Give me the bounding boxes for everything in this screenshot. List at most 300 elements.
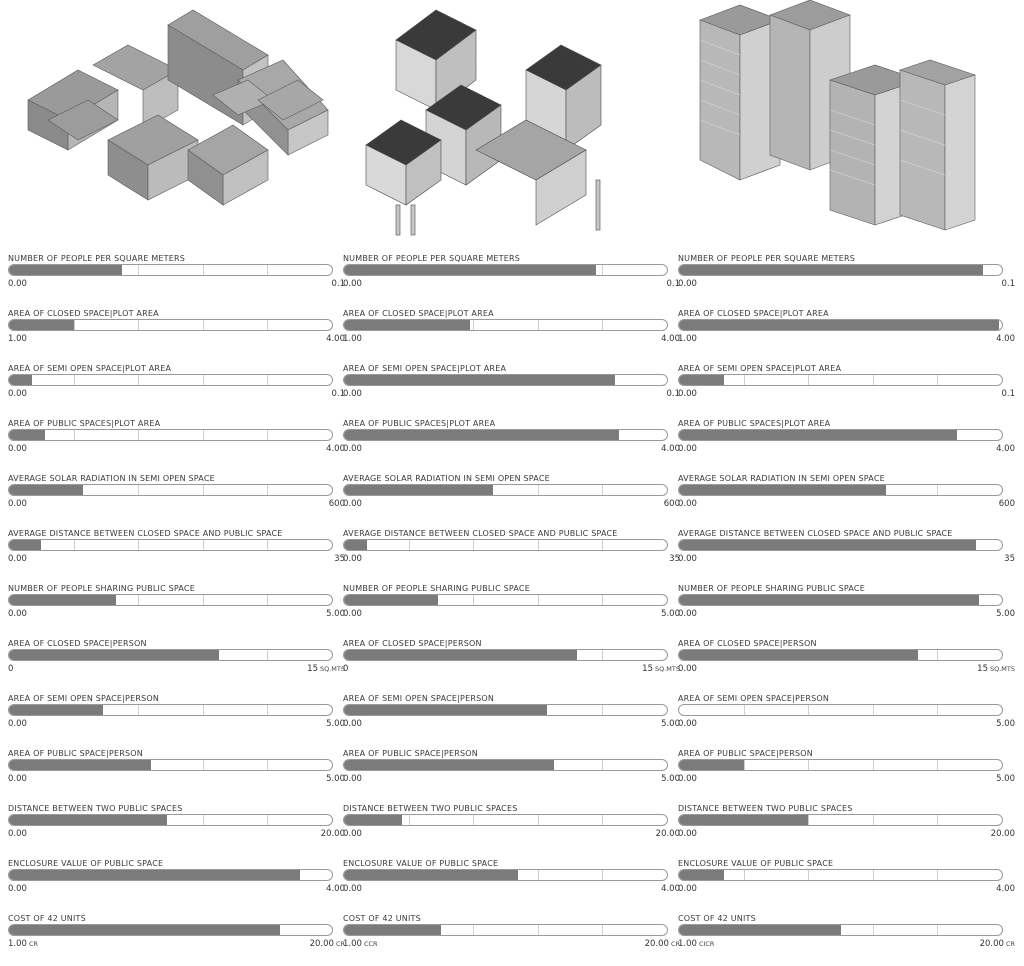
slider-tick [203, 430, 204, 440]
metric-max [307, 664, 345, 674]
metric-min [678, 554, 697, 564]
metric-max-value: 0.1 [666, 389, 680, 399]
metric-min [8, 499, 27, 509]
metric-max [999, 499, 1015, 509]
slider-fill [344, 485, 493, 495]
metric-row [8, 858, 345, 908]
slider-tick [744, 705, 745, 715]
metric-row [8, 253, 345, 303]
metric-max-value: 15 [307, 664, 318, 674]
metric-min [343, 884, 362, 894]
metric-min-value: 0.00 [678, 499, 697, 509]
slider-tick [267, 265, 268, 275]
metric-slider[interactable] [8, 704, 333, 716]
metric-min-value: 0.00 [8, 609, 27, 619]
metric-row [343, 473, 680, 523]
slider-tick [473, 595, 474, 605]
metric-min [678, 609, 697, 619]
metric-min-value: 0.00 [8, 389, 27, 399]
metric-slider[interactable] [8, 319, 333, 331]
metric-label: AREA OF SEMI OPEN SPACE|PERSON [8, 694, 160, 703]
option-1-massing-illustration [18, 0, 340, 245]
metric-slider[interactable] [678, 924, 1003, 936]
metric-min [678, 389, 697, 399]
metric-max-value: 4.00 [661, 444, 680, 454]
slider-fill [9, 375, 32, 385]
slider-tick [473, 925, 474, 935]
metric-row [343, 308, 680, 358]
slider-tick [138, 540, 139, 550]
metric-max [996, 774, 1015, 784]
metric-min [343, 389, 362, 399]
metric-row [8, 418, 345, 468]
metric-max-value: 15 [977, 664, 988, 674]
metric-row [678, 473, 1015, 523]
metric-row [343, 363, 680, 413]
slider-tick [74, 540, 75, 550]
metric-min-value: 0.00 [343, 609, 362, 619]
slider-fill [9, 925, 280, 935]
metric-slider[interactable] [8, 539, 333, 551]
metric-slider[interactable] [678, 374, 1003, 386]
metric-label: COST OF 42 UNITS [678, 914, 756, 923]
slider-fill [344, 760, 554, 770]
metric-slider[interactable] [343, 704, 668, 716]
metric-min-value: 0.00 [8, 444, 27, 454]
metric-max [977, 664, 1015, 674]
slider-tick [138, 485, 139, 495]
metric-slider[interactable] [8, 374, 333, 386]
metric-row [343, 528, 680, 578]
slider-tick [203, 760, 204, 770]
metric-min [343, 609, 362, 619]
slider-tick [473, 540, 474, 550]
slider-fill [679, 595, 979, 605]
slider-tick [873, 375, 874, 385]
metric-label: NUMBER OF PEOPLE SHARING PUBLIC SPACE [678, 584, 865, 593]
slider-fill [344, 815, 402, 825]
metric-min-value: 0.00 [8, 719, 27, 729]
slider-tick [538, 595, 539, 605]
metric-slider[interactable] [678, 759, 1003, 771]
metric-label: AREA OF SEMI OPEN SPACE|PLOT AREA [8, 364, 172, 373]
metric-row [678, 638, 1015, 688]
metric-min [678, 884, 697, 894]
metric-slider[interactable] [343, 594, 668, 606]
slider-fill [9, 815, 167, 825]
metric-row [678, 418, 1015, 468]
slider-tick [873, 925, 874, 935]
slider-fill [344, 430, 619, 440]
metric-label: NUMBER OF PEOPLE PER SQUARE METERS [343, 254, 521, 263]
metric-slider[interactable] [8, 759, 333, 771]
metric-max [321, 829, 345, 839]
slider-fill [679, 485, 886, 495]
metric-slider[interactable] [343, 924, 668, 936]
slider-tick [808, 705, 809, 715]
metric-max-unit: CR [335, 940, 345, 948]
metric-row [678, 583, 1015, 633]
slider-tick [808, 815, 809, 825]
slider-tick [473, 815, 474, 825]
metric-row [678, 748, 1015, 798]
metric-min [343, 829, 362, 839]
metric-min-value: 0.00 [8, 774, 27, 784]
slider-tick [602, 815, 603, 825]
metric-slider[interactable] [343, 869, 668, 881]
metric-max-value: 4.00 [326, 444, 345, 454]
metric-slider[interactable] [678, 429, 1003, 441]
metric-max-value: 0.1 [666, 279, 680, 289]
metric-min-value: 0.00 [678, 609, 697, 619]
slider-fill [344, 705, 547, 715]
metric-min-unit: CR [28, 940, 38, 948]
metric-row [8, 363, 345, 413]
metric-min-value: 0.00 [8, 499, 27, 509]
towers-drawing [690, 0, 990, 245]
metric-max-value: 5.00 [326, 609, 345, 619]
slider-fill [344, 320, 470, 330]
metric-row [8, 473, 345, 523]
slider-tick [873, 760, 874, 770]
metric-label: AREA OF PUBLIC SPACES|PLOT AREA [8, 419, 161, 428]
metric-slider[interactable] [678, 869, 1003, 881]
slider-tick [538, 815, 539, 825]
metric-max [1001, 389, 1015, 399]
metric-max-value: 35 [334, 554, 345, 564]
metric-row [8, 748, 345, 798]
metric-label: AREA OF SEMI OPEN SPACE|PLOT AREA [678, 364, 842, 373]
metric-max-value: 20.00 [979, 939, 1004, 949]
slider-fill [344, 870, 518, 880]
metric-row [343, 858, 680, 908]
slider-tick [267, 320, 268, 330]
metric-max [1001, 279, 1015, 289]
metric-label: AREA OF CLOSED SPACE|PERSON [8, 639, 147, 648]
metric-label: AREA OF PUBLIC SPACES|PLOT AREA [343, 419, 496, 428]
cluster-drawing [356, 0, 656, 245]
metric-slider[interactable] [343, 374, 668, 386]
metric-max-value: 20.00 [309, 939, 334, 949]
slider-fill [679, 650, 918, 660]
slider-tick [203, 815, 204, 825]
metric-label: AREA OF SEMI OPEN SPACE|PERSON [678, 694, 830, 703]
metric-slider[interactable] [343, 814, 668, 826]
metric-label: DISTANCE BETWEEN TWO PUBLIC SPACES [8, 804, 183, 813]
metric-slider[interactable] [8, 924, 333, 936]
slider-tick [138, 320, 139, 330]
metric-slider[interactable] [678, 814, 1003, 826]
metric-row [8, 638, 345, 688]
metric-slider[interactable] [343, 539, 668, 551]
slider-tick [808, 760, 809, 770]
metric-slider[interactable] [678, 484, 1003, 496]
metric-min [8, 389, 27, 399]
metric-row [8, 583, 345, 633]
metric-min-value: 0.00 [678, 884, 697, 894]
metric-min [678, 279, 697, 289]
metric-row [8, 693, 345, 743]
metric-label: AVERAGE DISTANCE BETWEEN CLOSED SPACE AND PUBLIC SPACE [678, 529, 953, 538]
metric-max-value: 0.1 [1001, 389, 1015, 399]
metric-label: AVERAGE DISTANCE BETWEEN CLOSED SPACE AND PUBLIC SPACE [343, 529, 618, 538]
metric-row [8, 308, 345, 358]
slider-fill [9, 430, 45, 440]
slider-tick [937, 760, 938, 770]
metric-slider[interactable] [343, 759, 668, 771]
slider-tick [602, 705, 603, 715]
slider-fill [679, 430, 957, 440]
metric-label: AREA OF CLOSED SPACE|PERSON [678, 639, 817, 648]
metric-row [678, 528, 1015, 578]
metric-max [996, 609, 1015, 619]
slider-tick [74, 320, 75, 330]
metric-slider[interactable] [8, 649, 333, 661]
slider-tick [138, 430, 139, 440]
slider-tick [138, 375, 139, 385]
metric-label: AREA OF PUBLIC SPACE|PERSON [343, 749, 478, 758]
slider-fill [9, 265, 122, 275]
metric-min-value: 0.00 [343, 389, 362, 399]
slider-tick [203, 705, 204, 715]
metric-slider[interactable] [8, 264, 333, 276]
slider-tick [602, 320, 603, 330]
metric-min [678, 334, 697, 344]
metric-slider[interactable] [8, 814, 333, 826]
slider-fill [9, 705, 103, 715]
metric-label: AREA OF CLOSED SPACE|PLOT AREA [8, 309, 159, 318]
metric-max-unit: CR [1005, 940, 1015, 948]
metric-label: AREA OF PUBLIC SPACE|PERSON [678, 749, 813, 758]
slider-tick [937, 375, 938, 385]
metric-min-unit: CCR [363, 940, 378, 948]
metric-label: DISTANCE BETWEEN TWO PUBLIC SPACES [678, 804, 853, 813]
slider-tick [602, 540, 603, 550]
metric-min [343, 774, 362, 784]
slider-tick [267, 485, 268, 495]
metric-max [310, 939, 345, 949]
metric-row [343, 748, 680, 798]
metric-max-value: 5.00 [326, 719, 345, 729]
metric-row [678, 253, 1015, 303]
metric-max-value: 15 [642, 664, 653, 674]
metric-label: AREA OF PUBLIC SPACE|PERSON [8, 749, 143, 758]
slider-tick [473, 320, 474, 330]
metric-max-value: 20.00 [320, 829, 345, 839]
metric-max [996, 719, 1015, 729]
metric-label: AVERAGE SOLAR RADIATION IN SEMI OPEN SPACE [678, 474, 885, 483]
slider-fill [679, 375, 724, 385]
metric-slider[interactable] [8, 429, 333, 441]
metric-label: AREA OF CLOSED SPACE|PLOT AREA [678, 309, 829, 318]
metric-label: NUMBER OF PEOPLE PER SQUARE METERS [8, 254, 186, 263]
metric-max-value: 0.1 [331, 279, 345, 289]
slider-tick [138, 705, 139, 715]
metric-label: NUMBER OF PEOPLE SHARING PUBLIC SPACE [343, 584, 530, 593]
slider-tick [203, 595, 204, 605]
metric-min [8, 664, 13, 674]
metric-slider[interactable] [678, 704, 1003, 716]
metric-max-value: 600 [663, 499, 680, 509]
option-2-cluster-illustration [356, 0, 656, 245]
metric-max [996, 334, 1015, 344]
metric-label: COST OF 42 UNITS [343, 914, 421, 923]
metric-min [8, 774, 27, 784]
metric-slider[interactable] [343, 429, 668, 441]
metric-min-value: 0.00 [343, 279, 362, 289]
slider-tick [937, 870, 938, 880]
metric-min-value: 1.00 [8, 334, 27, 344]
metric-max-value: 4.00 [661, 334, 680, 344]
metric-slider[interactable] [343, 319, 668, 331]
metric-max-value: 5.00 [661, 609, 680, 619]
metric-slider[interactable] [343, 649, 668, 661]
slider-tick [937, 925, 938, 935]
massing-drawing [18, 0, 340, 245]
metric-min [678, 499, 697, 509]
metric-row [678, 693, 1015, 743]
metric-max-unit: SQ.MTS [989, 665, 1015, 673]
metric-label: AVERAGE DISTANCE BETWEEN CLOSED SPACE AND PUBLIC SPACE [8, 529, 283, 538]
slider-tick [267, 705, 268, 715]
metric-row [343, 253, 680, 303]
metric-min [343, 279, 362, 289]
slider-fill [344, 925, 441, 935]
metric-max-unit: CR [670, 940, 680, 948]
metric-slider[interactable] [678, 649, 1003, 661]
metric-max [980, 939, 1015, 949]
metric-slider[interactable] [8, 594, 333, 606]
slider-tick [267, 760, 268, 770]
metric-label: AVERAGE SOLAR RADIATION IN SEMI OPEN SPACE [343, 474, 550, 483]
metric-slider[interactable] [678, 319, 1003, 331]
metric-max-value: 5.00 [661, 719, 680, 729]
slider-fill [344, 375, 615, 385]
slider-tick [138, 265, 139, 275]
metric-min-value: 0.00 [678, 664, 697, 674]
metric-max-value: 20.00 [990, 829, 1015, 839]
metric-min-value: 1.00 [8, 939, 27, 949]
metric-row [343, 803, 680, 853]
metric-row [343, 583, 680, 633]
metric-min-value: 0.00 [8, 884, 27, 894]
metric-row [343, 638, 680, 688]
slider-tick [203, 320, 204, 330]
slider-tick [409, 540, 410, 550]
slider-fill [9, 760, 151, 770]
slider-tick [267, 430, 268, 440]
metric-row [678, 363, 1015, 413]
metric-min-value: 0 [8, 664, 14, 674]
metric-row [8, 803, 345, 853]
metric-max-value: 0.1 [331, 389, 345, 399]
slider-tick [203, 265, 204, 275]
metric-max [996, 884, 1015, 894]
metric-min-value: 0.00 [343, 829, 362, 839]
metric-max-value: 4.00 [996, 334, 1015, 344]
slider-fill [344, 595, 438, 605]
metric-max-value: 20.00 [644, 939, 669, 949]
metric-row [343, 418, 680, 468]
metric-min [8, 609, 27, 619]
metric-min-value: 0.00 [8, 554, 27, 564]
slider-fill [9, 595, 116, 605]
slider-tick [937, 485, 938, 495]
slider-fill [679, 870, 724, 880]
metric-min-value: 0.00 [343, 719, 362, 729]
metric-min-value: 0.00 [343, 554, 362, 564]
slider-fill [344, 265, 596, 275]
slider-fill [9, 540, 41, 550]
metric-label: ENCLOSURE VALUE OF PUBLIC SPACE [8, 859, 164, 868]
metric-min [8, 444, 27, 454]
slider-tick [203, 375, 204, 385]
option-3-towers-illustration [690, 0, 990, 245]
metric-min [343, 499, 362, 509]
metric-max-value: 5.00 [996, 719, 1015, 729]
slider-tick [937, 815, 938, 825]
metric-slider[interactable] [678, 594, 1003, 606]
metric-row [8, 913, 345, 963]
metric-min-value: 0.00 [678, 719, 697, 729]
metric-min [678, 719, 697, 729]
metric-max-value: 5.00 [661, 774, 680, 784]
metric-slider[interactable] [8, 484, 333, 496]
metric-max [1004, 554, 1015, 564]
metric-min-value: 0.00 [678, 279, 697, 289]
slider-fill [679, 760, 744, 770]
metric-label: AREA OF CLOSED SPACE|PERSON [343, 639, 482, 648]
metric-label: ENCLOSURE VALUE OF PUBLIC SPACE [678, 859, 834, 868]
slider-fill [679, 265, 983, 275]
metric-slider[interactable] [678, 539, 1003, 551]
metric-max-value: 4.00 [326, 334, 345, 344]
slider-fill [679, 925, 841, 935]
metric-min-value: 0.00 [678, 389, 697, 399]
slider-fill [9, 485, 83, 495]
metric-min [8, 334, 27, 344]
slider-tick [74, 375, 75, 385]
slider-tick [538, 540, 539, 550]
slider-tick [409, 815, 410, 825]
metric-max [991, 829, 1015, 839]
metric-min [343, 939, 378, 949]
metric-slider[interactable] [343, 264, 668, 276]
metric-label: AREA OF CLOSED SPACE|PLOT AREA [343, 309, 494, 318]
slider-tick [602, 265, 603, 275]
metric-min [343, 664, 348, 674]
metric-label: AVERAGE SOLAR RADIATION IN SEMI OPEN SPACE [8, 474, 215, 483]
metric-max-unit: SQ.MTS [654, 665, 680, 673]
metric-slider[interactable] [343, 484, 668, 496]
slider-tick [744, 760, 745, 770]
metric-max-value: 600 [998, 499, 1015, 509]
slider-tick [873, 815, 874, 825]
slider-tick [937, 705, 938, 715]
metric-label: AREA OF SEMI OPEN SPACE|PERSON [343, 694, 495, 703]
metric-min [8, 719, 27, 729]
metric-max-value: 5.00 [996, 774, 1015, 784]
metric-max-value: 35 [669, 554, 680, 564]
slider-tick [138, 595, 139, 605]
slider-tick [602, 485, 603, 495]
metrics-grid [8, 253, 1024, 966]
slider-tick [602, 595, 603, 605]
slider-fill [679, 540, 976, 550]
metric-min-value: 0.00 [343, 884, 362, 894]
metric-slider[interactable] [678, 264, 1003, 276]
metric-slider[interactable] [8, 869, 333, 881]
